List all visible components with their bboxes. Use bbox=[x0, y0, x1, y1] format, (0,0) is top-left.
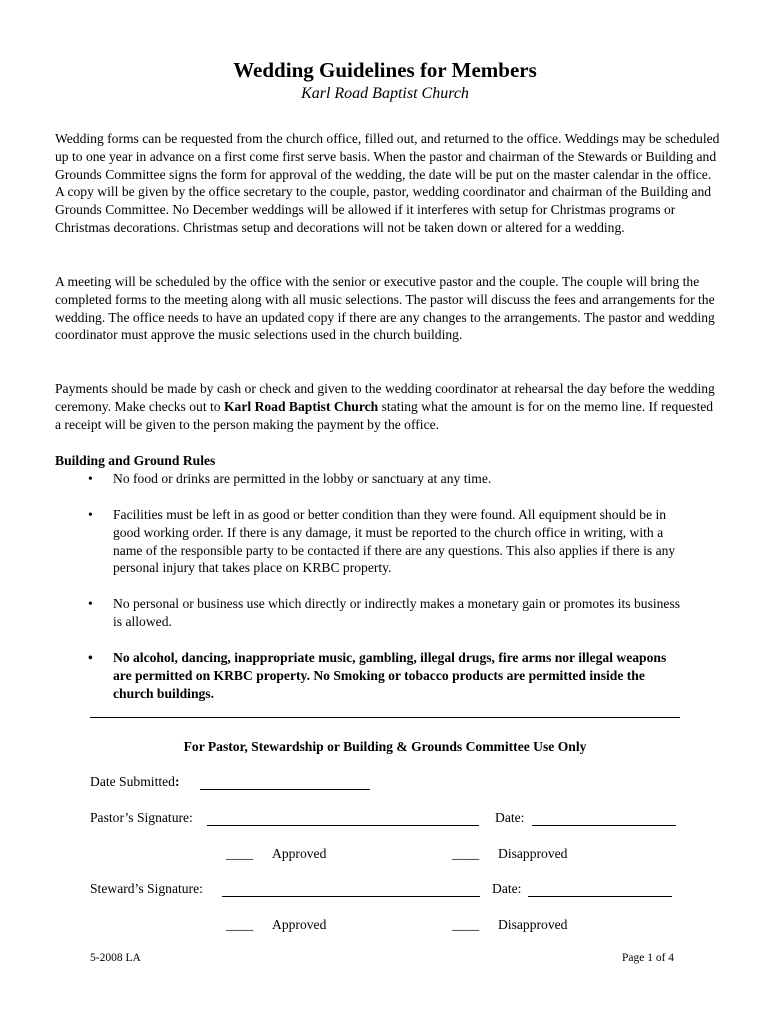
pastor-signature-field[interactable] bbox=[207, 825, 479, 826]
pastor-date-label: Date: bbox=[495, 810, 525, 825]
pastor-disapproved-check[interactable]: ____ bbox=[452, 846, 480, 861]
pastor-disapproved-label: Disapproved bbox=[498, 846, 568, 861]
rule-item bbox=[88, 470, 688, 488]
steward-disapproved-check[interactable]: ____ bbox=[452, 917, 480, 932]
steward-disapproved-label: Disapproved bbox=[498, 917, 568, 932]
paragraph-meeting: A meeting will be scheduled by the office with the senior or executive pastor and the couple. The couple will bring the completed forms to the meeting along with all music selections. The pastor will discuss the fees and arrangements for the wedding. The office needs to have an updated copy if there are any changes to the arrangements. The pastor and wedding coordinator must approve the music selections used in the church building. bbox=[55, 274, 715, 343]
bullet-icon: • bbox=[88, 471, 93, 486]
payments-text-end: stating what the amount is for on the memo line. If requested a receipt will be given to the person making the payment by the office. bbox=[55, 398, 714, 432]
bullet-icon: • bbox=[88, 596, 93, 611]
footer-revision: 5-2008 LA bbox=[90, 952, 141, 964]
steward-signature-label: Steward’s Signature: bbox=[90, 881, 203, 896]
document-title: Wedding Guidelines for Members bbox=[233, 58, 537, 82]
steward-date-field[interactable] bbox=[528, 896, 672, 897]
pastor-approved-label: Approved bbox=[272, 846, 327, 861]
bullet-icon: • bbox=[88, 650, 93, 665]
church-name-subtitle: Karl Road Baptist Church bbox=[301, 85, 469, 102]
rule-item bbox=[88, 506, 688, 577]
rules-heading: Building and Ground Rules bbox=[55, 453, 216, 468]
rule-text: No food or drinks are permitted in the lobby or sanctuary at any time. bbox=[113, 471, 492, 486]
paragraph-wedding-forms: Wedding forms can be requested from the church office, filled out, and returned to the office. Weddings may be scheduled up to one year in advance on a first come first serve basis. When the pastor and chairman of the Stewards or Building and Grounds Committee signs the form for approval of the wedding, the date will be put on the master calendar in the office. A copy will be given by the office secretary to the couple, pastor, wedding coordinator and chairman of the Building and Grounds Committee. No December weddings will be allowed if it interferes with setup for Christmas programs or Christmas decorations. Christmas setup and decorations will not be taken down or altered for a wedding. bbox=[55, 131, 720, 235]
rule-item bbox=[88, 649, 688, 702]
paragraph-payments bbox=[55, 380, 720, 433]
rule-text: Facilities must be left in as good or better condition than they were found. All equipment should be in good working order. If there is any damage, it must be reported to the church office in writing, with a name of the responsible party to be contacted if there are any questions. This also applies if there is any personal injury that takes place on KRBC property. bbox=[113, 507, 676, 576]
payments-text-start: Payments should be made by cash or check and given to the wedding coordinator at rehearsal the day before the wedding ceremony. Make checks out to bbox=[55, 381, 715, 414]
bullet-icon: • bbox=[88, 507, 93, 522]
pastor-approved-check[interactable]: ____ bbox=[226, 846, 254, 861]
date-submitted-field[interactable] bbox=[200, 789, 370, 790]
steward-approved-label: Approved bbox=[272, 917, 327, 932]
rule-text: No alcohol, dancing, inappropriate music, gambling, illegal drugs, fire arms nor illegal weapons are permitted on KRBC property. No Smoking or tobacco products are permitted inside the church buildings. bbox=[113, 650, 667, 701]
rule-item bbox=[88, 595, 688, 631]
pastor-signature-label: Pastor’s Signature: bbox=[90, 810, 193, 825]
date-submitted-text: Date Submitted bbox=[90, 774, 175, 789]
section-divider bbox=[90, 717, 680, 718]
date-submitted-colon: : bbox=[174, 774, 180, 789]
steward-approved-check[interactable]: ____ bbox=[226, 917, 254, 932]
steward-signature-field[interactable] bbox=[222, 896, 480, 897]
committee-use-heading: For Pastor, Stewardship or Building & Grounds Committee Use Only bbox=[183, 739, 587, 754]
steward-date-label: Date: bbox=[492, 881, 522, 896]
payee-name: Karl Road Baptist Church bbox=[223, 398, 379, 414]
date-submitted-label bbox=[90, 773, 179, 791]
footer-page-number: Page 1 of 4 bbox=[622, 952, 675, 964]
rule-text: No personal or business use which directly or indirectly makes a monetary gain or promotes its business is allowed. bbox=[113, 596, 681, 629]
pastor-date-field[interactable] bbox=[532, 825, 676, 826]
